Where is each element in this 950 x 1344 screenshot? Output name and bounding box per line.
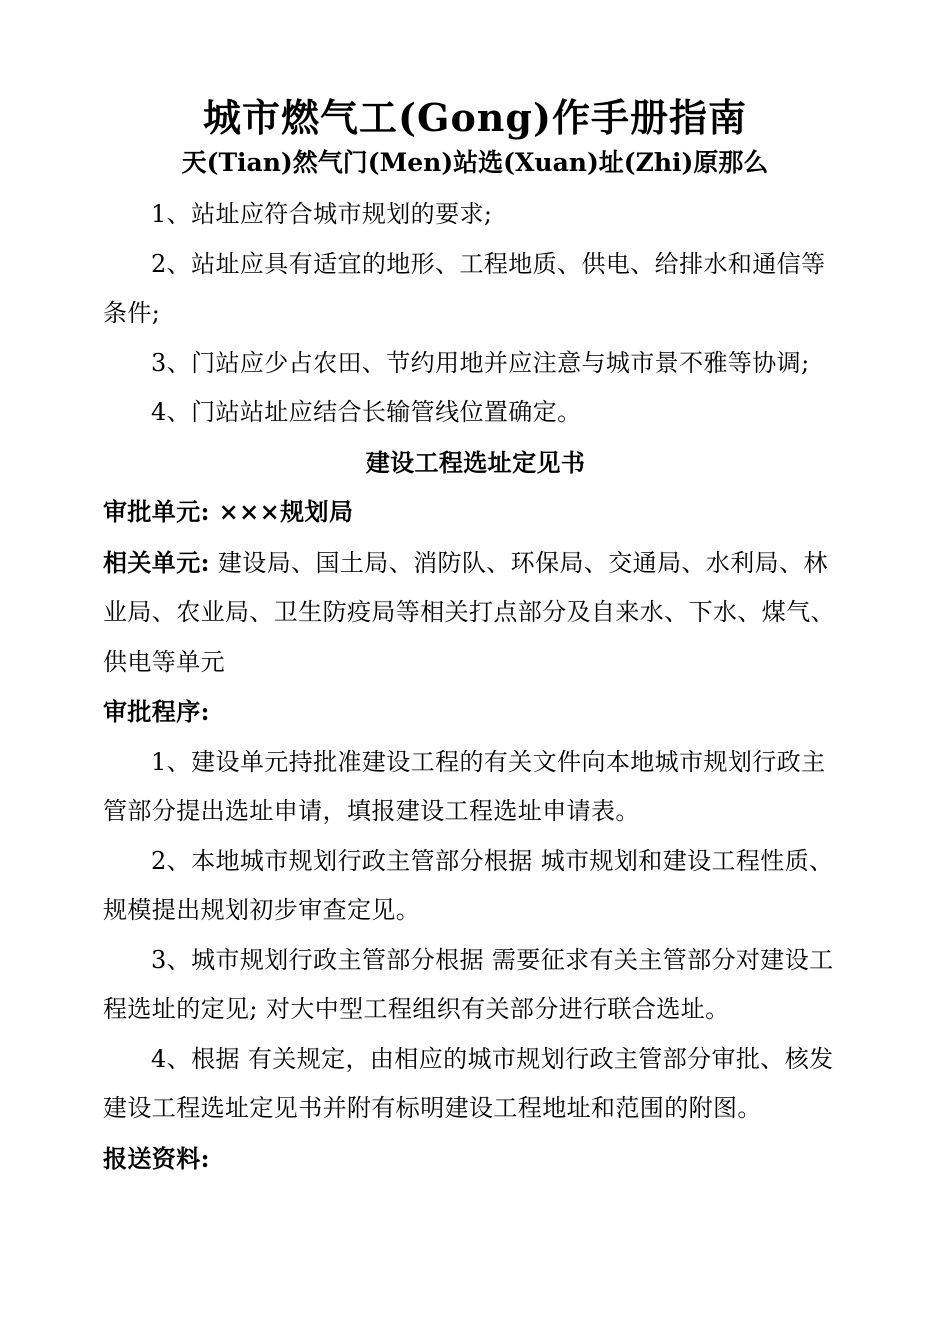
- principle-item-4: 4、门站站址应结合长输管线位置确定。: [151, 398, 582, 426]
- document-subtitle: 天(Tian)然气门(Men)站选(Xuan)址(Zhi)原那么: [181, 148, 769, 177]
- procedure-step-3: 3、城市规划行政主管部分根据 需要征求有关主管部分对建设工程选址的定见; 对大中型工程组织有关部分进行联合选址。: [103, 945, 834, 1023]
- procedure-step-1: 1、建设单元持批准建设工程的有关文件向本地城市规划行政主管部分提出选址申请，填报建设工程选址申请表。: [103, 747, 826, 825]
- section-title: 建设工程选址定见书: [365, 447, 586, 477]
- materials-heading: [103, 1134, 848, 1185]
- principle-item-2: 2、站址应具有适宜的地形、工程地质、供电、给排水和通信等条件;: [103, 249, 826, 327]
- approval-unit-line: [103, 487, 848, 538]
- document-title: 城市燃气工(Gong)作手册指南: [203, 95, 747, 140]
- related-units-value: 建设局、国土局、消防队、环保局、交通局、水利局、林业局、农业局、卫生防疫局等相关打点部分及自来水、下水、煤气、供电等单元: [103, 548, 835, 676]
- procedure-heading: [103, 687, 848, 738]
- principle-item-1: 1、站址应符合城市规划的要求;: [151, 200, 493, 228]
- principle-item-3: 3、门站应少占农田、节约用地并应注意与城市景不雅等协调;: [151, 348, 810, 377]
- materials-label: 报送资料:: [103, 1143, 210, 1173]
- approval-unit-label: 审批单元:: [103, 497, 210, 526]
- procedure-label: 审批程序:: [103, 697, 210, 726]
- document-body: [103, 190, 848, 1184]
- related-units-label: 相关单元:: [103, 547, 210, 577]
- procedure-step-4: 4、根据 有关规定，由相应的城市规划行政主管部分审批、核发建设工程选址定见书并附有标明建设工程地址和范围的附图。: [103, 1044, 834, 1122]
- procedure-step-2: 2、本地城市规划行政主管部分根据 城市规划和建设工程性质、规模提出规划初步审查定见。: [103, 846, 834, 924]
- approval-unit-value: ×××规划局: [209, 497, 354, 526]
- related-units-line: [103, 538, 848, 688]
